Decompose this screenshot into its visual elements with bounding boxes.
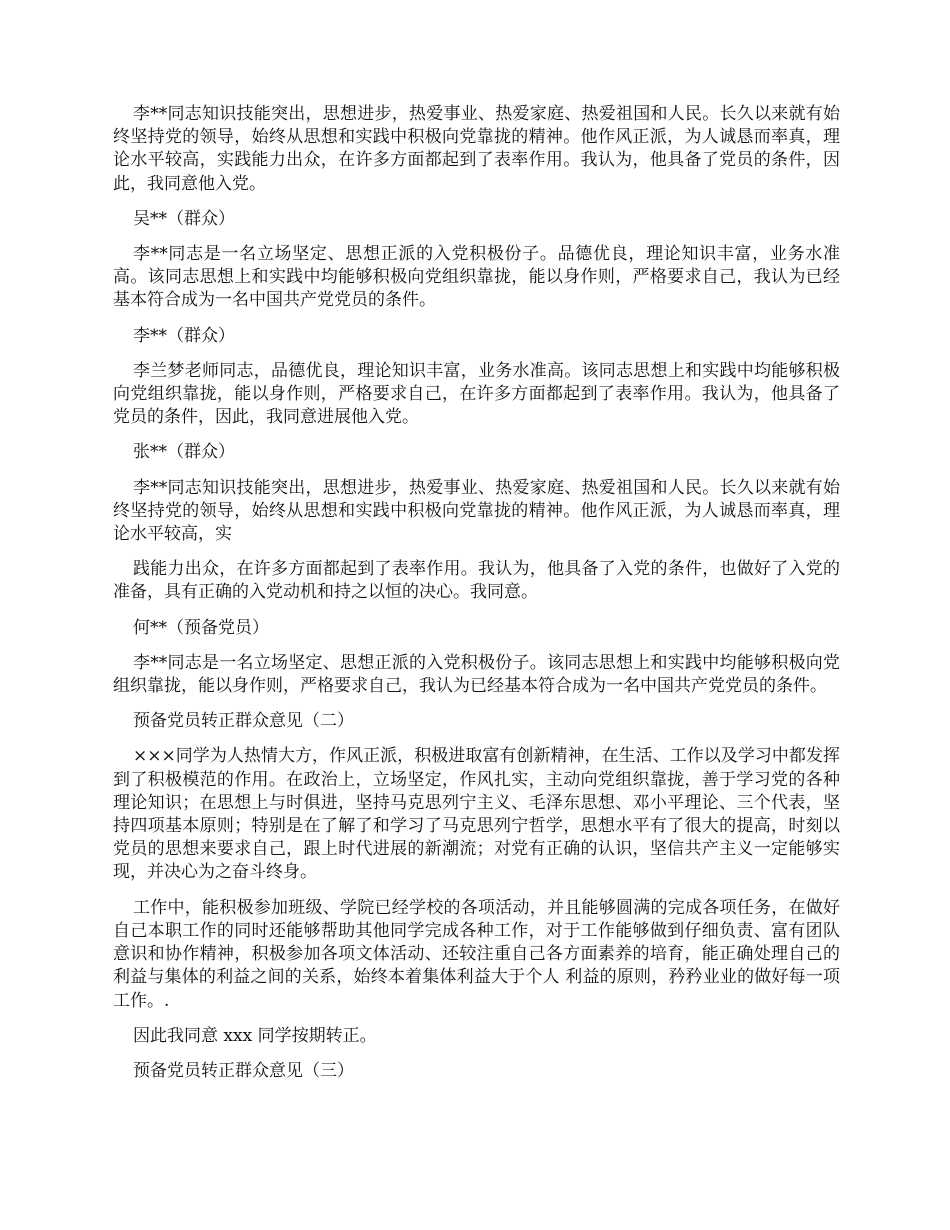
section-heading-3: 预备党员转正群众意见（三） <box>133 1060 354 1081</box>
paragraph-3: 李兰梦老师同志，品德优良，理论知识丰富，业务水准高。该同志思想上和实践中均能够积极向党组织靠拢，能以身作则，严格要求自己，在许多方面都起到了表率作用。我认为，他具备了党员的条件，因此，我同意进展他入党。 <box>113 360 840 428</box>
paragraph-9: 因此我同意 xxx 同学按期转正。 <box>133 1025 377 1046</box>
paragraph-1: 李**同志知识技能突出，思想进步，热爱事业、热爱家庭、热爱祖国和人民。长久以来就有始终坚持党的领导，始终从思想和实践中积极向党靠拢的精神。他作风正派，为人诚恳而率真，理论水平较高，实践能力出众，在许多方面都起到了表率作用。我认为，他具备了党员的条件，因此，我同意他入党。 <box>113 104 840 194</box>
section-heading-2: 预备党员转正群众意见（二） <box>133 711 354 732</box>
paragraph-7: ×××同学为人热情大方，作风正派，积极进取富有创新精神，在生活、工作以及学习中都发挥到了积极模范的作用。在政治上，立场坚定，作风扎实，主动向党组织靠拢，善于学习党的各种理论知识；在思想上与时俱进，坚持马克思列宁主义、毛泽东思想、邓小平理论、三个代表，坚持四项基本原则；特别是在了解了和学习了马克思列宁哲学，思想水平有了很大的提高，时刻以党员的思想来要求自己，跟上时代进展的新潮流；对党有正确的认识，坚信共产主义一定能够实现，并决心为之奋斗终身。 <box>113 746 840 883</box>
speaker-wu: 吴**（群众） <box>133 208 235 229</box>
document-body <box>113 103 840 1095</box>
paragraph-8: 工作中，能积极参加班级、学院已经学校的各项活动，并且能够圆满的完成各项任务，在做好自己本职工作的同时还能够帮助其他同学完成各种工作，对于工作能够做到仔细负责、富有团队意识和协作精神，积极参加各项文体活动、还较注重自己各方面素养的培育，能正确处理自己的利益与集体的利益之间的关系，始终本着集体利益大于个人 利益的原则，矜矜业业的做好每一项工作。. <box>113 897 840 1011</box>
speaker-zhang: 张**（群众） <box>133 442 235 463</box>
paragraph-5: 践能力出众，在许多方面都起到了表率作用。我认为，他具备了入党的条件，也做好了入党的准备，具有正确的入党动机和持之以恒的决心。我同意。 <box>113 559 840 603</box>
paragraph-4: 李**同志知识技能突出，思想进步，热爱事业、热爱家庭、热爱祖国和人民。长久以来就有始终坚持党的领导，始终从思想和实践中积极向党靠拢的精神。他作风正派，为人诚恳而率真，理论水平较高，实 <box>113 477 840 545</box>
paragraph-2: 李**同志是一名立场坚定、思想正派的入党积极份子。品德优良，理论知识丰富，业务水准高。该同志思想上和实践中均能够积极向党组织靠拢，能以身作则，严格要求自己，我认为已经基本符合成为一名中国共产党党员的条件。 <box>113 244 840 311</box>
speaker-he: 何**（预备党员） <box>133 617 269 638</box>
speaker-li: 李**（群众） <box>133 325 235 346</box>
paragraph-6: 李**同志是一名立场坚定、思想正派的入党积极份子。该同志思想上和实践中均能够积极向党组织靠拢，能以身作则，严格要求自己，我认为已经基本符合成为一名中国共产党党员的条件。 <box>113 652 840 697</box>
